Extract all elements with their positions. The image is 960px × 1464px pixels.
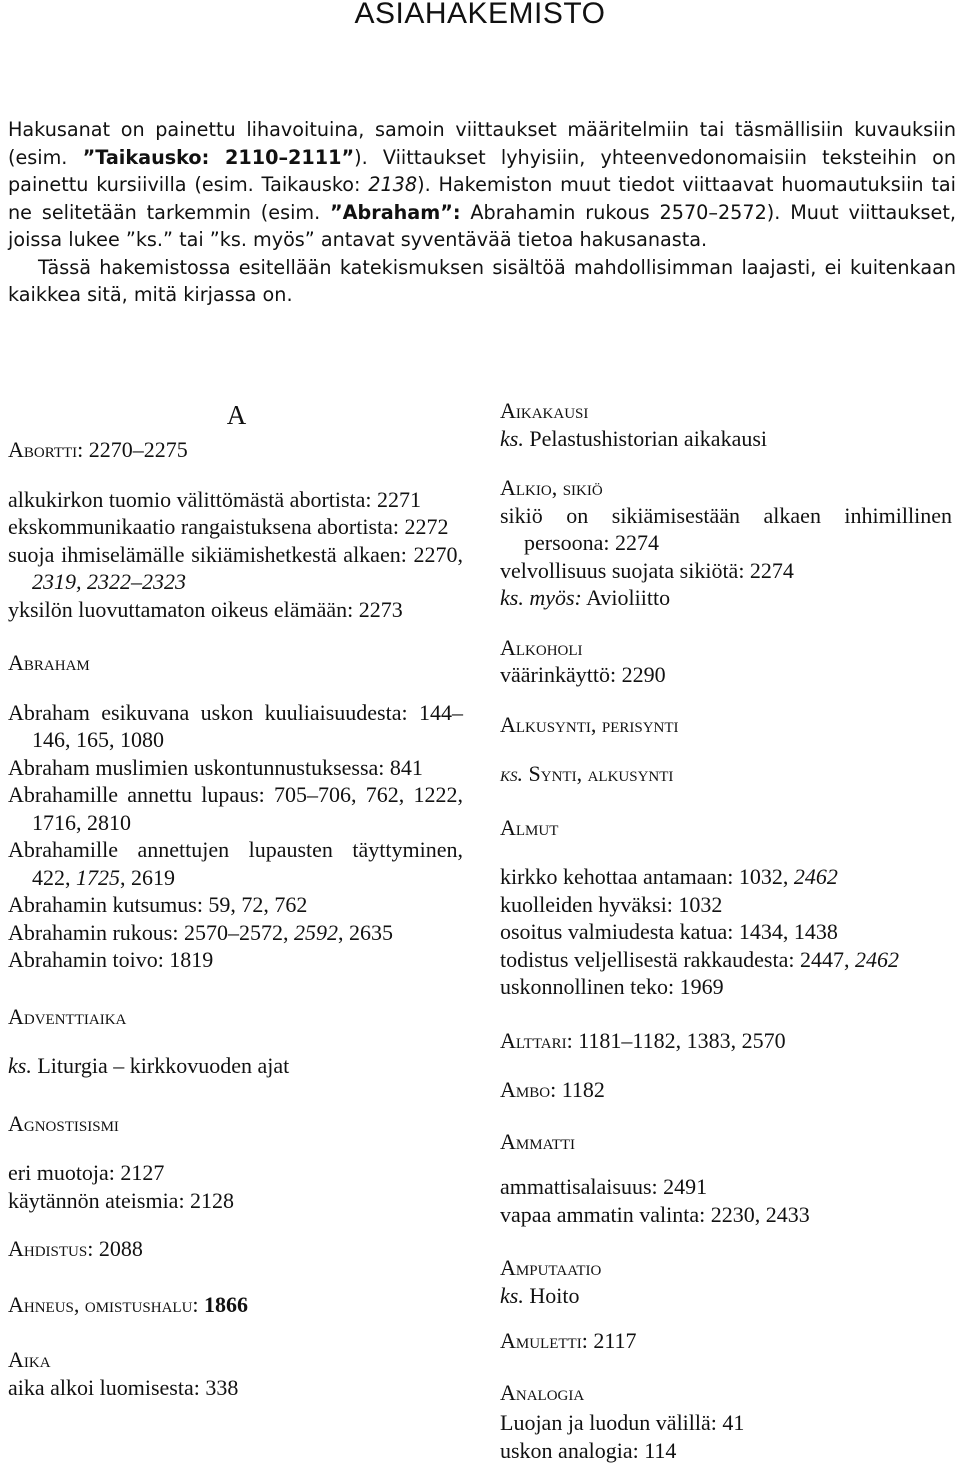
index-heading (500, 474, 952, 502)
heading-ref: 2088 (93, 1236, 143, 1261)
entry-ref-italic: 2462 (855, 947, 899, 972)
entry-ref-italic: 2592 (294, 920, 338, 945)
intro-text-part: Hakusanat on painettu lihavoituina, samoin viittaukset määritelmiin tai täsmällisiin kuvauksiin (esim. (8, 118, 956, 169)
index-heading (500, 397, 952, 425)
heading-term: Amputaatio (500, 1255, 601, 1280)
heading-term: Aikakausi (500, 398, 588, 423)
index-entry: eri muotoja: 2127 (8, 1159, 463, 1187)
heading-ref: 2117 (588, 1328, 637, 1353)
index-heading (8, 1110, 463, 1138)
index-entry: Abrahamille annettu lupaus: 705–706, 762, 1222, 1716, 2810 (8, 781, 463, 836)
entry-ref-italic: 2319, 2322–2323 (32, 569, 186, 594)
intro-text-part: ). Hakemiston muut tiedot viittaavat huomautuksiin tai ne selitetään tarkemmin (esim. (8, 173, 956, 224)
index-entry (500, 425, 952, 453)
entry-text: , 2619 (120, 865, 175, 890)
index-heading (500, 814, 952, 842)
heading-term: Alttari: (500, 1028, 573, 1053)
heading-term: Alkoholi (500, 635, 583, 660)
index-column-right (500, 397, 952, 1464)
heading-term: Ahneus, omistushalu: (8, 1292, 199, 1317)
heading-term: Adventtiaika (8, 1004, 126, 1029)
heading-term: Ammatti (500, 1129, 575, 1154)
index-entry: sikiö on sikiämisestään alkaen inhimillinen persoona: 2274 (500, 502, 952, 557)
index-column-left (8, 398, 463, 1401)
index-heading (8, 649, 463, 677)
heading-term: Abortti: (8, 437, 83, 462)
heading-ref: 2270–2275 (83, 437, 188, 462)
index-entry: uskonnollinen teko: 1969 (500, 973, 952, 1001)
index-entry: Abrahamin kutsumus: 59, 72, 762 (8, 891, 463, 919)
index-entry (8, 541, 463, 596)
see-ref-label: ks. (500, 1283, 524, 1308)
index-entry (8, 836, 463, 891)
index-heading (8, 1346, 463, 1374)
index-heading (500, 1027, 952, 1055)
index-entry (8, 919, 463, 947)
index-entry: yksilön luovuttamaton oikeus elämään: 2273 (8, 596, 463, 624)
index-heading (8, 436, 463, 464)
page-title: ASIAHAKEMISTO (0, 0, 960, 32)
intro-text-part: Abrahamin rukous 2570–2572). Muut viittaukset, joissa lukee ”ks.” tai ”ks. myös” antavat syventävää tietoa hakusanasta. (8, 201, 956, 252)
heading-ref-bold: 1866 (199, 1292, 249, 1317)
entry-text: , 2635 (338, 920, 393, 945)
index-entry: Luojan ja luodun välillä: 41 (500, 1409, 952, 1437)
see-also-label: ks. myös: (500, 585, 582, 610)
index-entry (500, 584, 952, 612)
intro-paragraph-1 (8, 116, 956, 254)
index-entry: Abrahamin toivo: 1819 (8, 946, 463, 974)
index-heading (8, 1235, 463, 1263)
heading-term: Ahdistus: (8, 1236, 93, 1261)
entry-text: Synti, alkusynti (523, 761, 673, 786)
heading-term: Analogia (500, 1380, 584, 1405)
index-entry (500, 1282, 952, 1310)
index-entry (8, 1052, 463, 1080)
index-heading (500, 1254, 952, 1282)
intro-example-italic: 2138 (368, 173, 417, 196)
intro-paragraph-2: Tässä hakemistossa esitellään katekismuksen sisältöä mahdollisimman laajasti, ei kuitenkaan kaikkea sitä, mitä kirjassa on. (8, 254, 956, 309)
intro-text-part: ). Viittaukset lyhyisiin, yhteenvedonomaisiin teksteihin on painettu kursiivilla (esim. Taikausko: (8, 146, 956, 197)
intro-example-bold: ”Abraham”: (330, 201, 461, 224)
see-ref-label: ks. (500, 761, 523, 786)
heading-ref: 1182 (556, 1077, 605, 1102)
heading-term: Alkio, sikiö (500, 475, 603, 500)
heading-term: Agnostisismi (8, 1111, 119, 1136)
entry-ref-italic: 2462 (794, 864, 838, 889)
index-entry: väärinkäyttö: 2290 (500, 661, 952, 689)
index-entry: kuolleiden hyväksi: 1032 (500, 891, 952, 919)
index-heading (500, 1076, 952, 1104)
entry-text: Abrahamin rukous: 2570–2572, (8, 920, 294, 945)
heading-term: Abraham (8, 650, 90, 675)
intro-example-bold: ”Taikausko: 2110–2111” (83, 146, 354, 169)
index-entry: velvollisuus suojata sikiötä: 2274 (500, 557, 952, 585)
index-entry: ammattisalaisuus: 2491 (500, 1173, 952, 1201)
index-heading (500, 1128, 952, 1156)
index-heading (8, 1003, 463, 1031)
index-entry: uskon analogia: 114 (500, 1437, 952, 1464)
heading-term: Almut (500, 815, 558, 840)
heading-term: Amuletti: (500, 1328, 588, 1353)
index-heading (500, 711, 952, 739)
index-entry (500, 946, 952, 974)
index-entry: Abraham muslimien uskontunnustuksessa: 841 (8, 754, 463, 782)
entry-text: Pelastushistorian aikakausi (524, 426, 767, 451)
heading-term: Alkusynti, perisynti (500, 712, 679, 737)
index-entry: Abraham esikuvana uskon kuuliaisuudesta: 144–146, 165, 1080 (8, 699, 463, 754)
index-entry: vapaa ammatin valinta: 2230, 2433 (500, 1201, 952, 1229)
index-entry: osoitus valmiudesta katua: 1434, 1438 (500, 918, 952, 946)
index-entry (500, 760, 952, 788)
entry-text: Avioliitto (582, 585, 670, 610)
see-ref-label: ks. (8, 1053, 32, 1078)
index-entry: käytännön ateismia: 2128 (8, 1187, 463, 1215)
heading-term: Ambo: (500, 1077, 556, 1102)
entry-text: suoja ihmiselämälle sikiämishetkestä alkaen: 2270, (8, 542, 463, 567)
entry-text: kirkko kehottaa antamaan: 1032, (500, 864, 794, 889)
index-heading (500, 634, 952, 662)
index-entry: alkukirkon tuomio välittömästä abortista: 2271 (8, 486, 463, 514)
intro-text (8, 116, 956, 309)
heading-ref: 1181–1182, 1383, 2570 (573, 1028, 786, 1053)
entry-text: Hoito (524, 1283, 580, 1308)
entry-text: Abrahamille annettujen lupausten täyttyminen, 422, (8, 837, 463, 890)
entry-text: Liturgia – kirkkovuoden ajat (32, 1053, 289, 1078)
see-ref-label: ks. (500, 426, 524, 451)
entry-text: todistus veljellisestä rakkaudesta: 2447, (500, 947, 855, 972)
index-heading (500, 1379, 952, 1407)
index-heading (500, 1327, 952, 1355)
index-heading (8, 1291, 463, 1319)
index-entry (500, 863, 952, 891)
index-entry: ekskommunikaatio rangaistuksena abortista: 2272 (8, 513, 463, 541)
entry-ref-italic: 1725 (76, 865, 120, 890)
heading-term: Aika (8, 1347, 51, 1372)
section-letter: A (8, 398, 463, 432)
index-entry: aika alkoi luomisesta: 338 (8, 1374, 463, 1402)
